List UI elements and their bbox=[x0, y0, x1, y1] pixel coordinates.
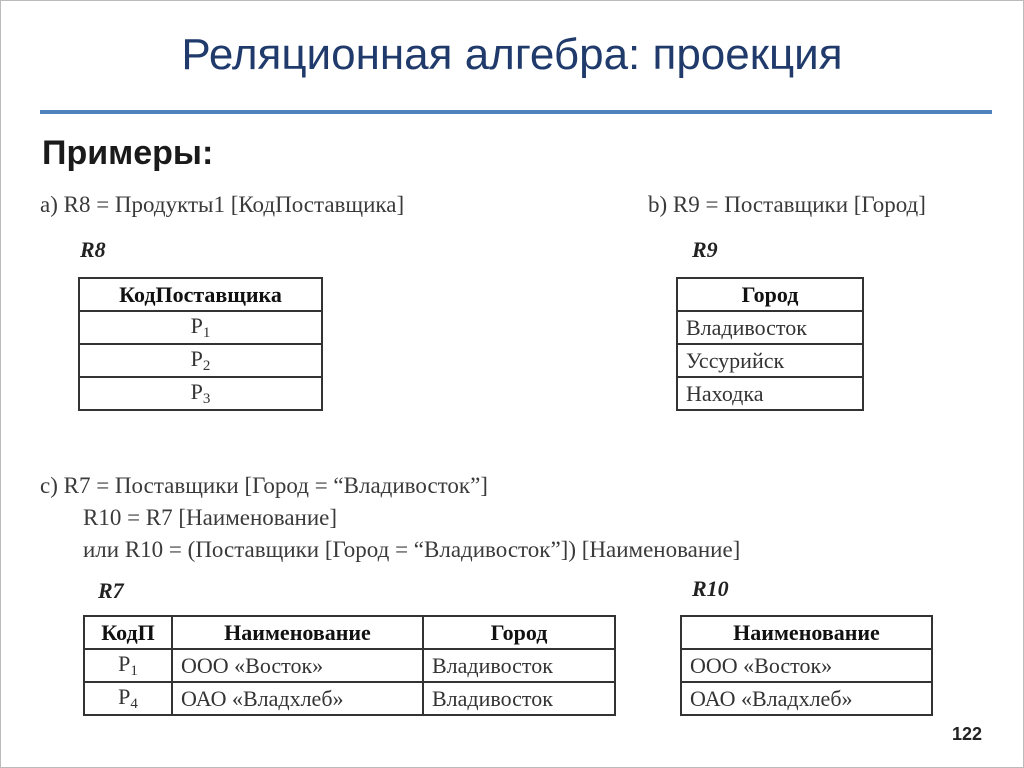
r10-label: R10 bbox=[692, 576, 729, 601]
title-divider bbox=[40, 110, 992, 114]
page-number: 122 bbox=[952, 724, 983, 744]
r8-header: КодПоставщика bbox=[79, 278, 322, 311]
r8-label: R8 bbox=[80, 237, 106, 262]
r9-table bbox=[676, 277, 864, 411]
table-row: $P_4$ ОАО «Владхлеб» Владивосток bbox=[84, 682, 615, 715]
examples-heading: Примеры: bbox=[42, 134, 214, 172]
table-row: ОАО «Владхлеб» bbox=[681, 682, 932, 715]
formula-c-line3: или R10 = (Поставщики [Город = “Владивосток”]) [Наименование] bbox=[83, 537, 741, 562]
slide-title: Реляционная алгебра: проекция bbox=[181, 30, 843, 79]
r7-header-name: Наименование bbox=[172, 616, 423, 649]
r7-table bbox=[83, 615, 616, 716]
r7-header-city: Город bbox=[423, 616, 615, 649]
formula-c-line2: R10 = R7 [Наименование] bbox=[83, 505, 338, 530]
table-row: $P_1$ ООО «Восток» Владивосток bbox=[84, 649, 615, 682]
table-row: $P_3$ bbox=[79, 377, 322, 410]
formula-c-line1: c) R7 = Поставщики [Город = “Владивосток”] bbox=[40, 473, 488, 498]
table-row: Уссурийск bbox=[677, 344, 863, 377]
r9-label: R9 bbox=[692, 237, 718, 262]
formula-b: b) R9 = Поставщики [Город] bbox=[648, 192, 926, 217]
table-row: Владивосток bbox=[677, 311, 863, 344]
formula-a: a) R8 = Продукты1 [КодПоставщика] bbox=[40, 192, 405, 217]
table-row: $P_1$ bbox=[79, 311, 322, 344]
r7-label: R7 bbox=[98, 578, 124, 603]
r9-header: Город bbox=[677, 278, 863, 311]
r10-table bbox=[680, 615, 933, 716]
r8-table bbox=[78, 277, 323, 411]
r7-header-code: КодП bbox=[84, 616, 172, 649]
table-row: $P_2$ bbox=[79, 344, 322, 377]
table-row: ООО «Восток» bbox=[681, 649, 932, 682]
r10-header: Наименование bbox=[681, 616, 932, 649]
table-row: Находка bbox=[677, 377, 863, 410]
